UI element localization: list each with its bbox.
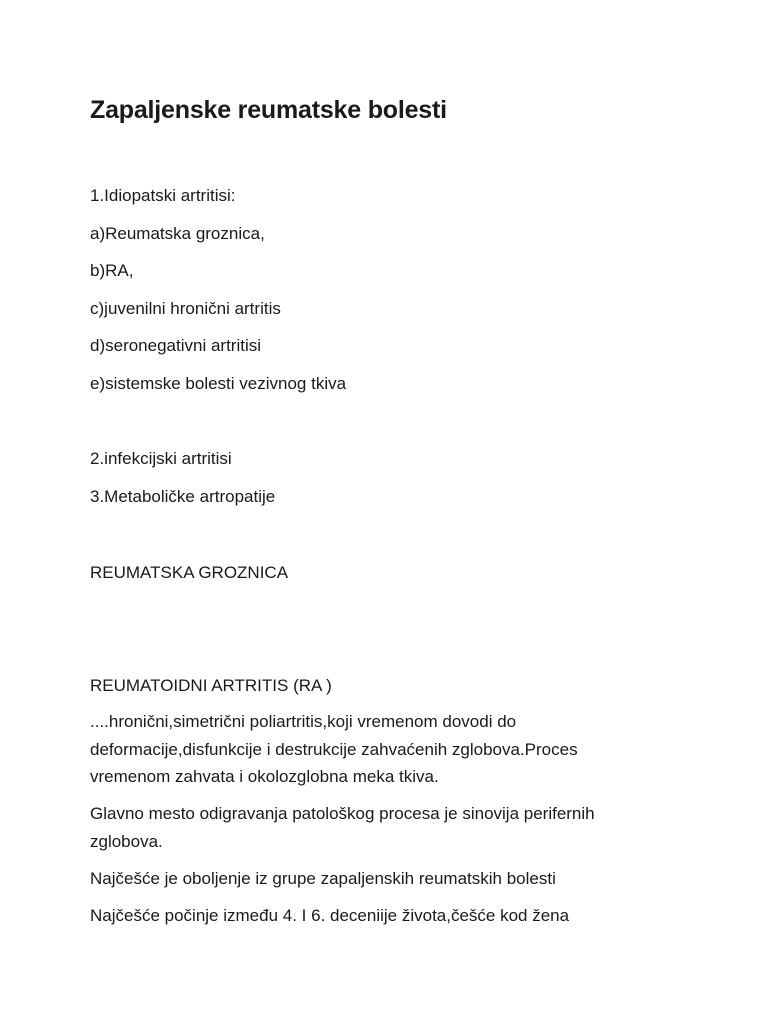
paragraph-line: deformacije,disfunkcije i destrukcije zahvaćenih zglobova.Proces	[90, 739, 578, 759]
section-heading-rg: REUMATSKA GROZNICA	[90, 563, 289, 582]
paragraph-frequency: Najčešće je oboljenje iz grupe zapaljenskih reumatskih bolesti	[90, 869, 556, 888]
paragraph-line: ....hronični,simetrični poliartritis,koji vremenom dovodi do	[90, 712, 517, 731]
list-intro: 1.Idiopatski artritisi:	[90, 186, 236, 205]
paragraph-onset: Najčešće počinje između 4. I 6. deceniije života,češće kod žena	[90, 906, 570, 925]
section-heading-ra: REUMATOIDNI ARTRITIS (RA )	[90, 676, 332, 695]
paragraph-line: vremenom zahvata i okolozglobna meka tkiva.	[90, 767, 439, 786]
paragraph-definition	[90, 708, 690, 791]
list-item-a: a)Reumatska groznica,	[90, 224, 265, 243]
paragraph-line: zglobova.	[90, 831, 163, 851]
list-item-d: d)seronegativni artritisi	[90, 336, 262, 355]
paragraph-location	[90, 800, 690, 855]
list-item-3: 3.Metaboličke artropatije	[90, 487, 276, 506]
list-item-b: b)RA,	[90, 261, 134, 280]
list-item-2: 2.infekcijski artritisi	[90, 449, 232, 468]
list-item-c: c)juvenilni hronični artritis	[90, 299, 281, 318]
paragraph-line: Glavno mesto odigravanja patološkog procesa je sinovija perifernih	[90, 804, 595, 823]
document-title: Zapaljenske reumatske bolesti	[90, 96, 447, 124]
list-item-e: e)sistemske bolesti vezivnog tkiva	[90, 374, 347, 393]
